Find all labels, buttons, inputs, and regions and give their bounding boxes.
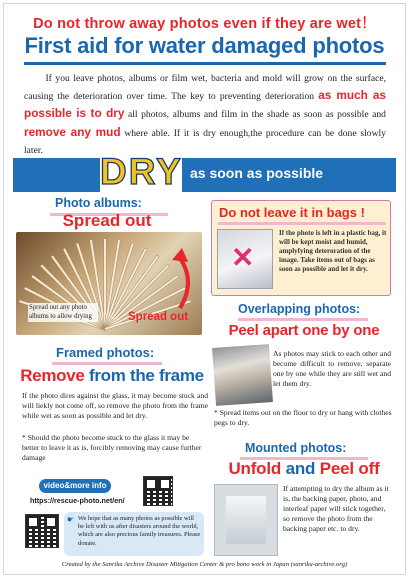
- page-title: First aid for water damaged photos: [24, 33, 385, 58]
- warning-heading: Do not throw away photos even if they are wet！: [33, 16, 376, 32]
- framed-photos-underline: [52, 362, 162, 365]
- framed-photos-subtitle: [17, 366, 207, 386]
- mounted-photos-subtitle: [213, 459, 395, 479]
- cross-mark-icon: ✕: [231, 242, 255, 273]
- footer-credit: Created by the Sanriku Archive Disaster Mitigation Center & pro bono work in Japan (sanriku-archive.org): [61, 561, 348, 568]
- photo-albums-subtitle: Spread out: [62, 211, 152, 230]
- video-info-badge: video&more info: [39, 479, 111, 493]
- stacked-photos-image: [212, 344, 273, 406]
- intro-highlight-dry: as much as possible is to dry: [24, 88, 386, 121]
- mounted-subtitle-and: and: [281, 459, 320, 478]
- video-url-link[interactable]: https://rescue-photo.net/en/: [30, 496, 125, 505]
- qr-code-donate-icon[interactable]: [25, 514, 59, 548]
- bags-text: If the photo is left in a plastic bag, it will be kept moist and humid, amplyfying deteroration of the image. Take items out of bags as soon as possible and let it dry.: [279, 229, 387, 273]
- bags-heading: Do not leave it in bags !: [219, 205, 365, 220]
- overlapping-photos-heading: Overlapping photos:: [238, 302, 361, 316]
- intro-text-2: all photos, albums and film in the shade as soon as possible and: [124, 109, 386, 121]
- mounted-photos-heading: Mounted photos:: [245, 441, 347, 455]
- framed-subtitle-rest: from the frame: [84, 366, 204, 385]
- mounted-photo-inner: [226, 496, 266, 544]
- donation-text: We hope that as many photos as possible will be left with us after disasters around the world, which are also precious family treasures. Please donate.: [78, 515, 201, 547]
- mounted-subtitle-peel: Peel off: [319, 459, 380, 478]
- qr-code-icon[interactable]: [143, 476, 173, 506]
- intro-paragraph: [24, 70, 386, 159]
- dry-subtitle: as soon as possible: [190, 165, 324, 181]
- dry-word: DRY: [100, 151, 183, 192]
- framed-subtitle-remove: Remove: [20, 366, 85, 385]
- photo-albums-overlay-label: Spread out: [128, 311, 189, 323]
- overlapping-photos-subtitle: Peel apart one by one: [228, 322, 380, 339]
- overlapping-photos-note: * Spread items out on the floor to dry or hang with clothes pegs to dry.: [214, 408, 392, 427]
- mounted-photos-text: If attempting to dry the album as it is, the backing paper, photo, and interleaf paper will stick together, so remove the photo from the backing paper etc. to dry.: [283, 484, 389, 533]
- overlapping-photos-text: As photos may stick to each other and become difficult to remove, separate one by one while they are still wet and let them dry.: [273, 349, 391, 388]
- photo-albums-caption: Spread out any photo albums to allow drying: [28, 303, 98, 322]
- mounted-subtitle-unfold: Unfold: [228, 459, 282, 478]
- title-underline: [24, 62, 386, 65]
- intro-text-1: If you leave photos, albums or film wet, bacteria and mold will grow on the surface, causing the deterioration over time. The key to preventing deterioration: [24, 73, 386, 103]
- photo-albums-heading: Photo albums:: [55, 196, 142, 210]
- bags-underline: [218, 222, 386, 225]
- framed-photos-note: * Should the photo become stuck to the glass it may be better to leave it as is, forcibly removing may cause further damage: [22, 433, 202, 462]
- framed-photos-heading: Framed photos:: [56, 345, 155, 360]
- framed-photos-text: If the photo dires against the glass, it may become stuck and will liekly not come off, so remove the photo from the frame while wet as soon as possible and let dry.: [22, 391, 208, 420]
- intro-text-3: where able. If it is dry enough,the procedure can be done slowly later.: [24, 127, 386, 156]
- overlapping-photos-underline: [238, 318, 368, 321]
- curved-arrow-icon: [150, 246, 210, 316]
- intro-highlight-mud: remove any mud: [24, 124, 121, 139]
- arrow-pointer-icon: ☛: [67, 515, 75, 524]
